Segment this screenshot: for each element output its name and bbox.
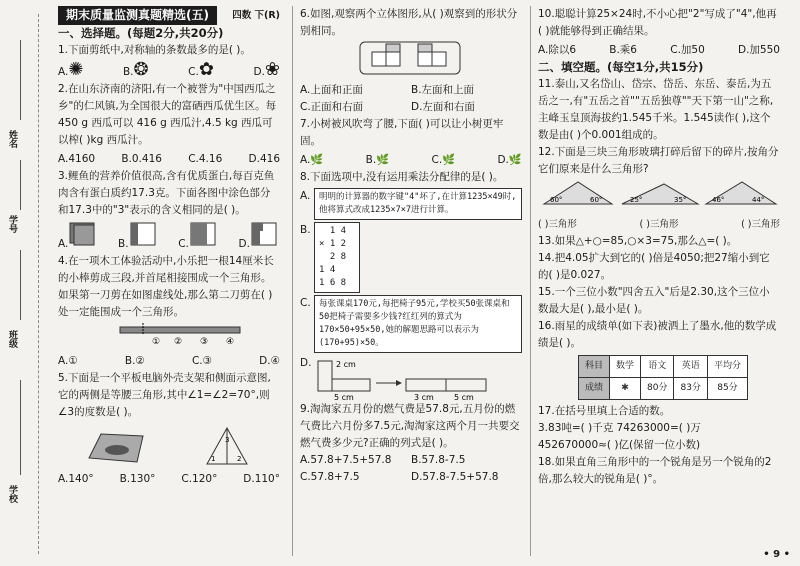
- tree-b-icon: 🌿: [376, 154, 390, 166]
- q6-options: A.上面和正面 B.左面和上面 C.正面和右面 D.左面和右面: [300, 84, 475, 113]
- q1-options: A.✺ B.❂ C.✿ D.❀: [58, 59, 280, 80]
- q1-text: 1.下面剪纸中,对称轴的条数最多的是( )。: [58, 44, 251, 56]
- papercut-c-icon: ✿: [198, 59, 214, 80]
- tree-d-icon: 🌿: [508, 154, 522, 166]
- q10-text: 10.聪聪计算25×24时,不小心把"2"写成了"4",他再( )就能够得到正确结果。: [538, 8, 777, 37]
- column-3: [538, 6, 780, 488]
- svg-text:5 cm: 5 cm: [454, 393, 474, 401]
- section-1-title: 一、选择题。(每题2分,共20分): [58, 26, 224, 40]
- q4-text: 4.在一项木工体验活动中,小乐把一根14厘米长的小棒剪成三段,并首尾相接围成一个三角形。如果第一刀剪在如图虚线处,那么第二刀剪在( )处一定能围成一个三角形。: [58, 255, 274, 318]
- column-1: [58, 6, 280, 488]
- svg-text:2 cm: 2 cm: [336, 360, 356, 369]
- svg-text:3: 3: [225, 436, 230, 444]
- q8-option-c: 每张课桌170元,每把椅子95元,学校买50张课桌和50把椅子需要多少钱?红红列的算式为170×50+95×50,她的解题思路可以表示为(170+95)×50。: [314, 295, 522, 353]
- q11-text: 11.泰山,又名岱山、岱宗、岱岳、东岳、泰岳,为五岳之一,有"五岳之首""五岳独尊""天下第一山"之称,主峰玉皇顶海拔约1.545千米。1.545读作( ),这个数是由( )个0.001组成的。: [538, 78, 774, 141]
- papercut-d-icon: ❀: [264, 59, 280, 80]
- q2-options: A.4160 B.0.416 C.4.16 D.416: [58, 153, 280, 165]
- q3-options: A. B. C. D.: [58, 221, 280, 253]
- q8-option-a: 明明的计算器的数字键"4"坏了,在计算1235×49时,他将算式改成1235×7×7进行计算。: [314, 188, 522, 220]
- svg-text:①: ①: [152, 337, 161, 345]
- solid-figures: [300, 40, 522, 76]
- q12-blanks: ( )三角形 ( )三角形 ( )三角形: [538, 219, 780, 230]
- glass-shards: [538, 178, 780, 208]
- q18-text: 18.如果直角三角形中的一个锐角是另一个锐角的2倍,那么较大的锐角是( )°。: [538, 456, 772, 485]
- q8-option-b: 1 4 × 1 2 2 8 1 4 1 6 8: [314, 222, 360, 293]
- q9-text: 9.淘淘家五月份的燃气费是57.8元,五月份的燃气费比六月份多7.5元,淘淘家这两个月一共要交燃气费多少元?正确的列式是( )。: [300, 403, 520, 449]
- svg-text:2: 2: [237, 455, 242, 463]
- q7-text: 7.小树被风吹弯了腰,下面( )可以让小树更牢固。: [300, 118, 504, 147]
- q3-text: 3.鲤鱼的营养价值很高,含有优质蛋白,每百克鱼肉含有蛋白质约17.3克。下面各图中涂色部分和17.3中的"3"表示的含义相同的是( )。: [58, 170, 275, 216]
- q14-text: 14.把4.05扩大到它的( )倍是4050;把27缩小到它的( )是0.027。: [538, 252, 770, 281]
- papercut-a-icon: ✺: [68, 59, 84, 80]
- column-2: 6.如图,观察两个立体图形,从( )观察到的形状分别相同。 A.上面和正面 B.左面和上面 C.正面和右面 D.左面和右面 7.小树被风吹弯了腰,下面( )可以让小树更牢固。 A.🌿 B.🌿 C.🌿 D.🌿 8.下面选项中,没有运用乘法分配律的是( )。 A. 明明的计算器的数字键"4"坏了,在计算1235×49时,他将算式改成1235×7×7进行计算。 B. 1 4 × 1 2 2 8 1 4 1 6 8 C. 每张课桌170元,每把椅子95元,学校买50张课桌和50把椅子需要多少钱?红红列的算式为170×50+95×50,她的解题思路可以表示为(170+95)×50。 D. 2 cm 5 cm 3 cm 5 cm 9.淘淘家五月份的燃气费是57.8元,五月份的燃气费比六月份多7.5元,淘淘家这两个月一共要交燃气费多少元?正确的列式是( )。 A.57.8+7.5+57.8 B.57.8-7.5 C.57.8+7.5 D.57.8-7.5+57.8: [300, 6, 522, 486]
- svg-text:25°: 25°: [630, 196, 643, 204]
- svg-text:③: ③: [200, 337, 209, 345]
- q6-text: 6.如图,观察两个立体图形,从( )观察到的形状分别相同。: [300, 8, 518, 37]
- grid-c-icon: [189, 221, 219, 247]
- binding-school-label: 学校: [7, 485, 17, 503]
- q10-options: A.除以6 B.乘6 C.加50 D.加550: [538, 44, 780, 56]
- svg-text:5 cm: 5 cm: [334, 393, 354, 401]
- binding-grade-label: 学号: [7, 215, 17, 233]
- page-number: • 9 •: [763, 549, 790, 560]
- svg-text:60°: 60°: [590, 196, 603, 204]
- section-2-title: 二、填空题。(每空1分,共15分): [538, 60, 704, 74]
- tree-c-icon: 🌿: [442, 154, 456, 166]
- svg-text:46°: 46°: [712, 196, 725, 204]
- q5-figures: [58, 424, 280, 468]
- q17-line-2: 452670000≈( )亿(保留一位小数): [538, 439, 701, 451]
- exam-title: 期末质量监测真题精选(五): [58, 6, 217, 25]
- svg-text:②: ②: [174, 337, 183, 345]
- q5-text: 5.下面是一个平板电脑外壳支架和侧面示意图,它的两侧是等腰三角形,其中∠1=∠2=70°,则∠3的度数是( )。: [58, 372, 271, 418]
- grid-a-icon: [68, 221, 98, 247]
- triangle-diagram: [197, 424, 257, 468]
- binding-class-label: 班级: [7, 330, 17, 348]
- svg-text:3 cm: 3 cm: [414, 393, 434, 401]
- stick-diagram: [58, 321, 280, 345]
- grade-tag: 四数 下(R): [232, 10, 280, 21]
- svg-text:60°: 60°: [550, 196, 563, 204]
- q5-options: A.140° B.130° C.120° D.110°: [58, 473, 280, 485]
- q2-text: 2.在山东济南的济阳,有一个被誉为"中国西瓜之乡"的仁风镇,为全国很大的富硒西瓜优生区。每450 g 西瓜可以 416 g 西瓜汁,4.5 kg 西瓜可以榨( )kg 西瓜汁。: [58, 83, 277, 146]
- q17-line-1: 3.83吨=( )千克 74263000=( )万: [538, 422, 701, 434]
- svg-text:35°: 35°: [674, 196, 687, 204]
- grid-d-icon: [250, 221, 280, 247]
- q13-text: 13.如果△+○=85,○×3=75,那么△=( )。: [538, 235, 738, 247]
- papercut-b-icon: ❂: [133, 59, 149, 80]
- q15-text: 15.一个三位小数"四舍五入"后是2.30,这个三位小数最大是( ),最小是( )。: [538, 286, 770, 315]
- score-table: 科目 数学 语文 英语 平均分 成绩 ✱ 80分 83分 85分: [578, 355, 748, 400]
- svg-text:44°: 44°: [752, 196, 765, 204]
- grid-b-icon: [129, 221, 159, 247]
- q8-option-d-diagram: [314, 355, 514, 401]
- q17-text: 17.在括号里填上合适的数。: [538, 405, 671, 417]
- ink-blot-icon: ✱: [621, 383, 629, 393]
- svg-text:④: ④: [226, 337, 235, 345]
- q16-text: 16.雨星的成绩单(如下表)被洒上了墨水,他的数学成绩是( )。: [538, 320, 777, 349]
- binding-margin: [0, 0, 44, 566]
- q12-text: 12.下面是三块三角形玻璃打碎后留下的碎片,按角分它们原来是什么三角形?: [538, 146, 779, 175]
- q8-text: 8.下面选项中,没有运用乘法分配律的是( )。: [300, 171, 504, 183]
- tablet-stand-icon: [81, 428, 151, 468]
- q7-options: A.🌿 B.🌿 C.🌿 D.🌿: [300, 154, 522, 166]
- q4-options: A.① B.② C.③ D.④: [58, 355, 280, 367]
- q9-options: A.57.8+7.5+57.8 B.57.8-7.5 C.57.8+7.5 D.57.8-7.5+57.8: [300, 454, 499, 483]
- tree-a-icon: 🌿: [310, 154, 324, 166]
- svg-text:1: 1: [211, 455, 216, 463]
- binding-name-label: 姓名: [7, 130, 17, 148]
